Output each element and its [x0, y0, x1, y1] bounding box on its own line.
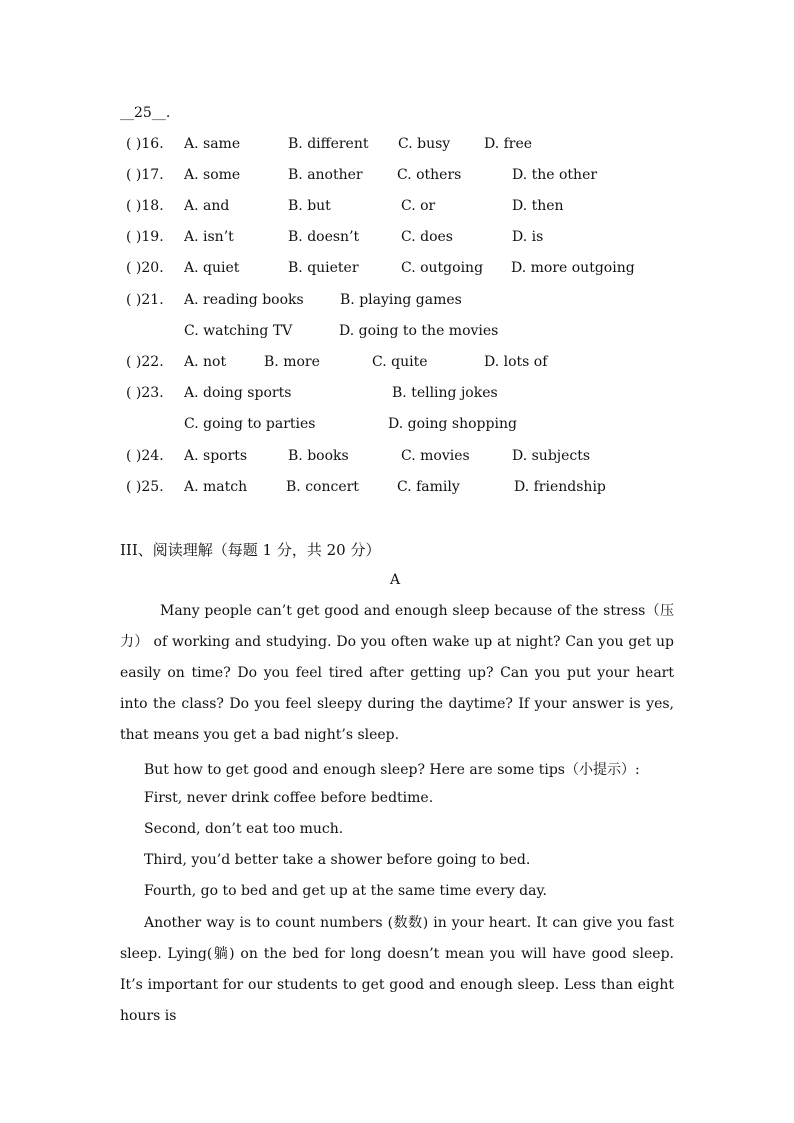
question-number: ( )21. — [126, 292, 164, 308]
option-c: C. busy — [398, 136, 451, 152]
option-c: C. watching TV — [184, 323, 293, 339]
option-a: A. quiet — [184, 260, 240, 276]
option-a: A. match — [184, 479, 248, 495]
option-d: D. friendship — [514, 479, 606, 495]
option-b: B. another — [288, 167, 363, 183]
option-c: C. does — [401, 229, 453, 245]
option-d: D. the other — [512, 167, 598, 183]
question-number: ( )22. — [126, 354, 164, 370]
option-d: D. free — [484, 136, 533, 152]
option-b: B. more — [264, 354, 320, 370]
question-number: ( )16. — [126, 136, 164, 152]
option-b: B. telling jokes — [392, 385, 498, 401]
tip-item: Third, you’d better take a shower before going to bed. — [144, 852, 531, 868]
passage-paragraph-3: Another way is to count numbers (数数) in your heart. It can give you fast sleep. Lying(躺) on the bed for long doesn’t mean you will have good sleep. It’s important for our students to get good and enough sleep. Less than eight hours is — [120, 915, 674, 1024]
tip-item: Fourth, go to bed and get up at the same time every day. — [144, 883, 547, 899]
passage-paragraph-1: Many people can’t get good and enough sleep because of the stress（压力） of working and studying. Do you often wake up at night? Can you get up easily on time? Do you feel tired after getting up? Can you put your heart into the class? Do you feel sleepy during the daytime? If your answer is yes, that means you get a bad night’s sleep. — [120, 603, 674, 743]
option-b: B. doesn’t — [288, 229, 360, 245]
option-c: C. outgoing — [401, 260, 484, 276]
option-b: B. quieter — [288, 260, 359, 276]
option-d: D. going shopping — [388, 416, 517, 432]
option-a: A. sports — [184, 448, 248, 464]
option-a: A. isn’t — [184, 229, 234, 245]
option-b: B. different — [288, 136, 369, 152]
option-a: A. reading books — [184, 292, 304, 308]
option-d: D. more outgoing — [511, 260, 635, 276]
question-number: ( )23. — [126, 385, 164, 401]
option-b: B. playing games — [340, 292, 462, 308]
tip-item: First, never drink coffee before bedtime. — [144, 790, 434, 806]
option-d: D. going to the movies — [339, 323, 499, 339]
option-c: C. family — [397, 479, 460, 495]
passage-label: A — [390, 572, 401, 588]
option-a: A. same — [184, 136, 241, 152]
question-number: ( )19. — [126, 229, 164, 245]
question-number: ( )18. — [126, 198, 164, 214]
option-d: D. then — [512, 198, 564, 214]
option-a: A. not — [184, 354, 227, 370]
option-a: A. and — [184, 198, 230, 214]
option-c: C. movies — [401, 448, 470, 464]
option-d: D. subjects — [512, 448, 591, 464]
question-number: ( )25. — [126, 479, 164, 495]
option-c: C. or — [401, 198, 436, 214]
section-title: III、阅读理解（每题 1 分，共 20 分） — [120, 541, 381, 559]
option-c: C. others — [397, 167, 462, 183]
option-c: C. quite — [372, 354, 428, 370]
option-b: B. concert — [286, 479, 359, 495]
passage-paragraph-2: But how to get good and enough sleep? Here are some tips（小提示）: — [144, 762, 640, 778]
option-b: B. but — [288, 198, 331, 214]
tip-item: Second, don’t eat too much. — [144, 821, 344, 837]
option-a: A. doing sports — [184, 385, 292, 401]
question-number: ( )20. — [126, 260, 164, 276]
question-number: ( )17. — [126, 167, 164, 183]
option-d: D. is — [512, 229, 544, 245]
option-c: C. going to parties — [184, 416, 316, 432]
question-number: ( )24. — [126, 448, 164, 464]
option-b: B. books — [288, 448, 349, 464]
option-a: A. some — [184, 167, 241, 183]
blank-25: __25__. — [120, 105, 171, 121]
option-d: D. lots of — [484, 354, 548, 370]
